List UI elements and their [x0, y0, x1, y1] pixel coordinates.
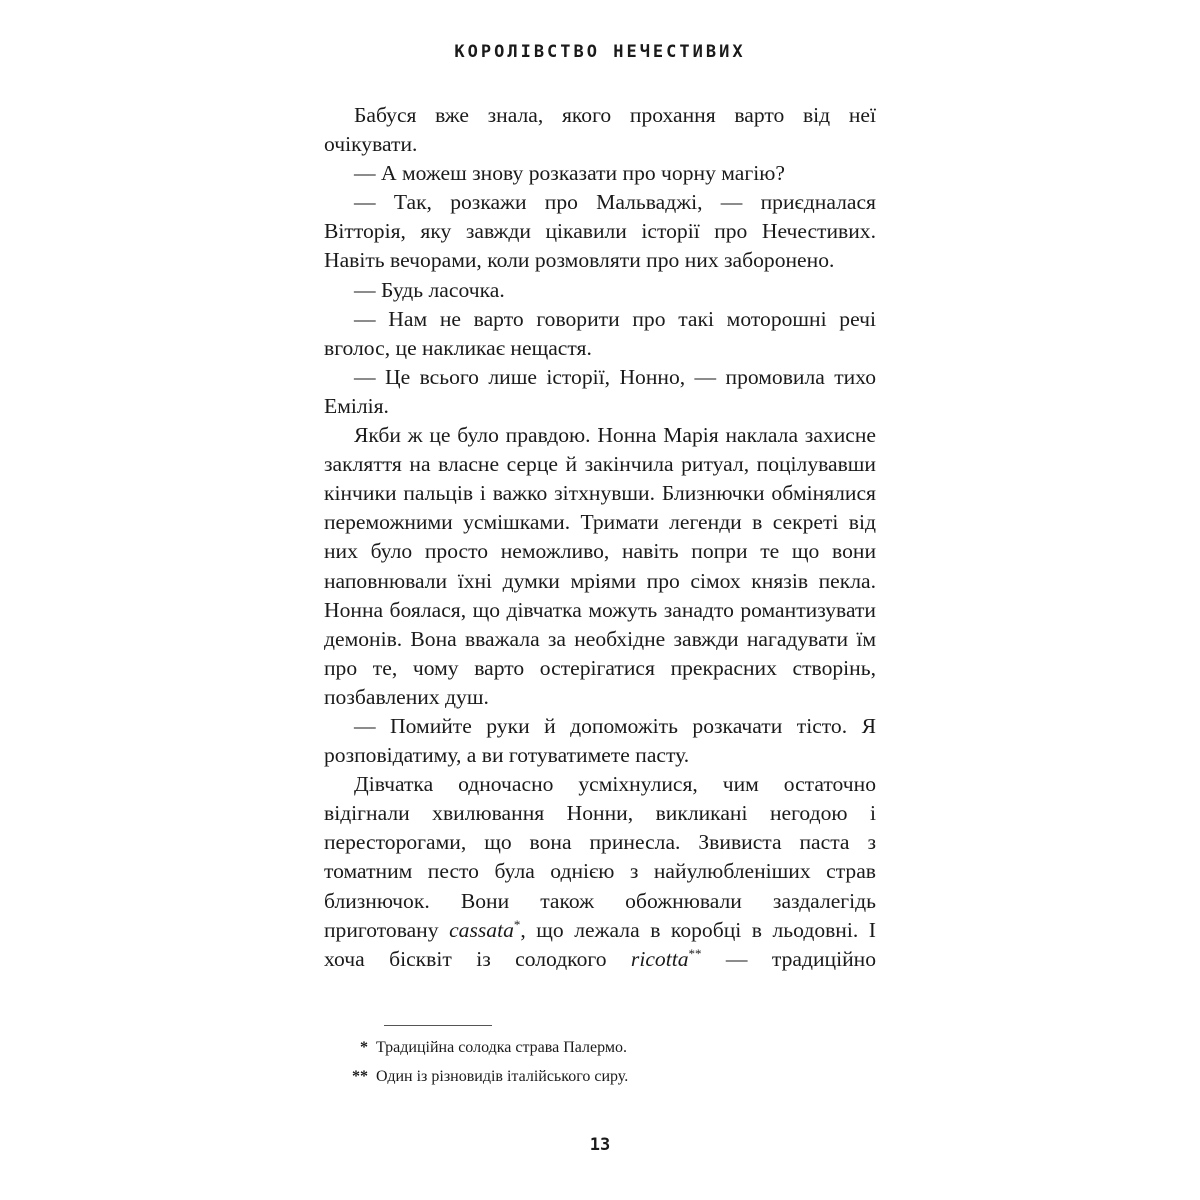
paragraph: — Це всього лише історії, Нонно, — промовила тихо Емілія.: [324, 364, 876, 418]
paragraph: Бабуся вже знала, якого прохання варто від неї очікувати.: [324, 103, 876, 157]
italic-term: cassata: [449, 917, 514, 942]
footnote-text: Один із різновидів італійського сиру.: [376, 1068, 629, 1085]
footnote-mark: **: [352, 1068, 368, 1085]
italic-term: ricotta: [630, 946, 689, 971]
footnote-mark: *: [360, 1039, 368, 1056]
footnote-divider: [384, 1025, 492, 1026]
footnote: [340, 1062, 860, 1091]
paragraph: — Нам не варто говорити про такі моторошні речі вголос, це накликає нещастя.: [324, 306, 876, 360]
paragraph: — А можеш знову розказати про чорну магію?: [354, 161, 785, 186]
page-number: 13: [589, 1135, 611, 1155]
paragraph: — Так, розкажи про Мальваджі, — приєдналася Вітторія, яку завжди цікавили історії про Нечестивих. Навіть вечорами, коли розмовляти про них заборонено.: [324, 190, 876, 273]
paragraph: [324, 770, 876, 974]
footnote: [340, 1033, 860, 1062]
paragraph: Якби ж це було правдою. Нонна Марія наклала захисне закляття на власне серце й закінчила ритуал, поцілувавши кінчики пальців і важко зітхнувши. Близнючки обмінялися переможними усмішками. Тримати легенди в секреті від них було просто неможливо, навіть попри те що вони наповнювали їхні думки мріями про сімох князів пекла. Нонна боялася, що дівчатка можуть занадто романтизувати демонів. Вона вважала за необхідне завжди нагадувати їм про те, чому варто остерігатися прекрасних створінь, позбавлених душ.: [324, 423, 876, 709]
footnote-ref: *: [513, 916, 521, 932]
footnote-ref: **: [688, 945, 702, 961]
paragraph-text: — традиційно: [701, 946, 876, 971]
footnote-text: Традиційна солодка страва Палермо.: [376, 1039, 627, 1056]
paragraph-text: , що лежала в коробці в льодовні. І хоча бісквіт із солодкого: [324, 917, 876, 971]
paragraph: — Будь ласочка.: [354, 277, 505, 302]
paragraph-text: Дівчатка одночасно усміхнулися, чим остаточно відігнали хвилювання Нонни, викликані негодою і пересторогами, що вона принесла. Звивиста паста з томатним песто була однією з найулюбленіших страв близнючок. Вони також обожнювали заздалегідь приготовану: [324, 772, 876, 942]
footnotes: [340, 1033, 860, 1091]
paragraph: — Помийте руки й допоможіть розкачати тісто. Я розповідатиму, а ви готуватимете пасту.: [324, 713, 876, 768]
body-text: [324, 101, 876, 974]
running-head: КОРОЛІВСТВО НЕЧЕСТИВИХ: [454, 42, 746, 62]
